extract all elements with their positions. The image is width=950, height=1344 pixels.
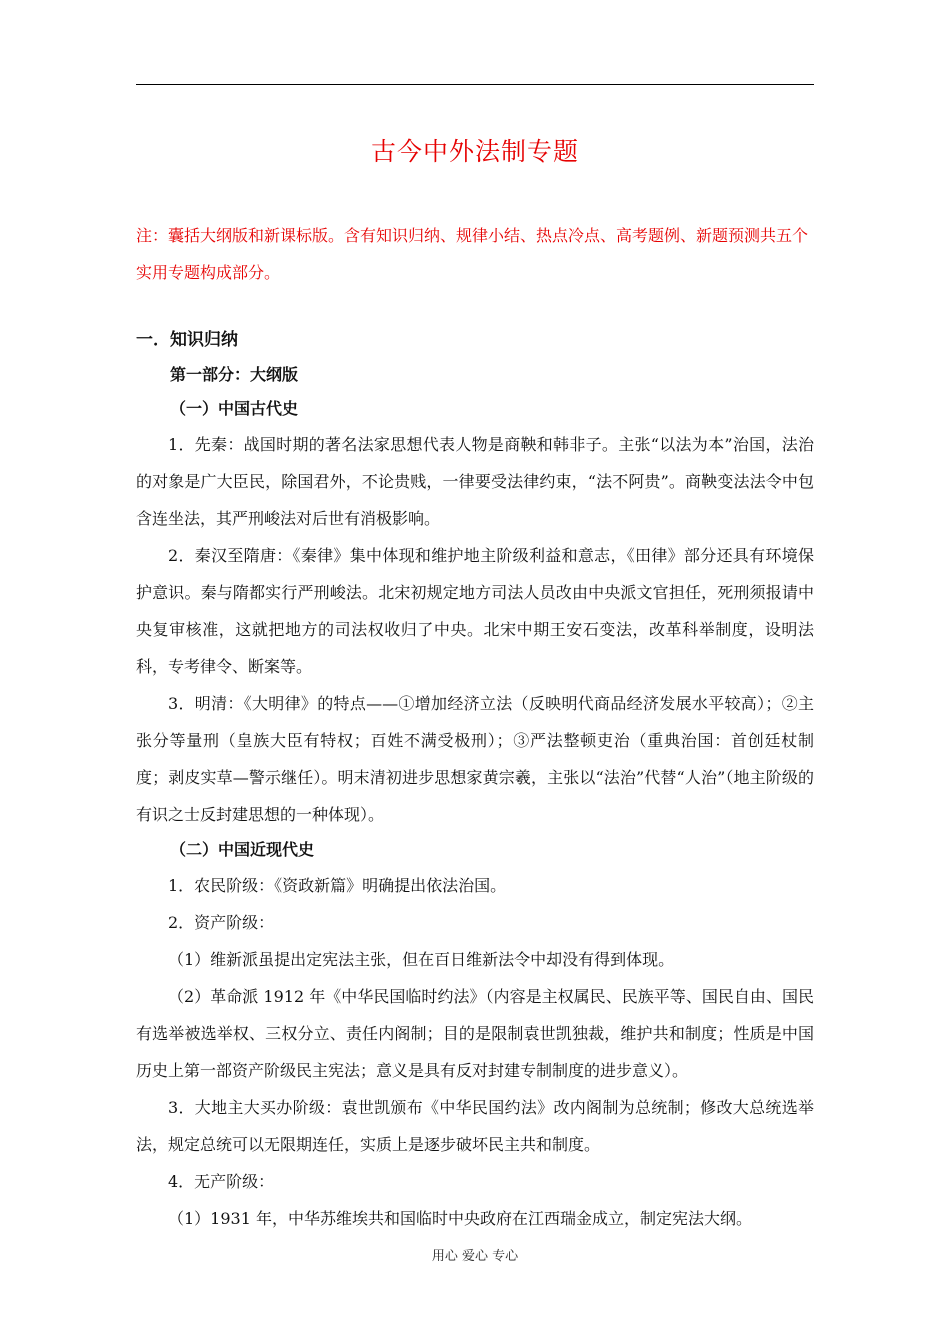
paragraph-1931-constitution: （1）1931 年，中华苏维埃共和国临时中央政府在江西瑞金成立，制定宪法大纲。: [168, 1209, 752, 1228]
document-body: [136, 322, 814, 1237]
subsection-heading-ancient-china: （一）中国古代史: [170, 399, 299, 418]
part-heading-syllabus: 第一部分：大纲版: [170, 365, 299, 384]
paragraph-ming-qing: 3．明清：《大明律》的特点——①增加经济立法（反映明代商品经济发展水平较高）；②主张分等量刑（皇族大臣有特权；百姓不满受极刑）；③严法整顿吏治（重典治国：首创廷杖制度；剥皮实草—警示继任）。明末清初进步思想家黄宗羲，主张以“法治”代替“人治”（地主阶级的有识之士反封建思想的一种体现）。: [136, 694, 814, 824]
paragraph-bourgeoisie: 2．资产阶级：: [168, 913, 275, 932]
paragraph-pre-qin: 1．先秦：战国时期的著名法家思想代表人物是商鞅和韩非子。主张“以法为本”治国，法治的对象是广大臣民，除国君外，不论贵贱，一律要受法律约束，“法不阿贵”。商鞅变法法令中包含连坐法，其严刑峻法对后世有消极影响。: [136, 435, 814, 528]
paragraph-qin-han-sui-tang: 2．秦汉至隋唐：《秦律》集中体现和维护地主阶级利益和意志，《田律》部分还具有环境保护意识。秦与隋都实行严刑峻法。北宋初规定地方司法人员改由中央派文官担任，死刑须报请中央复审核准，这就把地方的司法权收归了中央。北宋中期王安石变法，改革科举制度，设明法科，专考律令、断案等。: [136, 546, 814, 676]
document-title: 古今中外法制专题: [370, 137, 579, 166]
header-rule: [136, 84, 814, 85]
document-note: 注：囊括大纲版和新课标版。含有知识归纳、规律小结、热点冷点、高考题例、新题预测共五个实用专题构成部分。: [136, 226, 809, 282]
subsection-heading-modern-china: （二）中国近现代史: [170, 840, 315, 859]
paragraph-reformists: （1）维新派虽提出定宪法主张，但在百日维新法令中却没有得到体现。: [168, 950, 675, 969]
paragraph-peasant-class: 1．农民阶级：《资政新篇》明确提出依法治国。: [168, 876, 507, 895]
section-heading-knowledge: 一．知识归纳: [136, 330, 238, 350]
paragraph-revolutionaries: （2）革命派 1912 年《中华民国临时约法》（内容是主权属民、民族平等、国民自由、国民有选举被选举权、三权分立、责任内阁制；目的是限制袁世凯独裁，维护共和制度；性质是中国历史上第一部资产阶级民主宪法；意义是具有反对封建专制制度的进步意义）。: [136, 987, 814, 1080]
paragraph-landlord-comprador: 3．大地主大买办阶级：袁世凯颁布《中华民国约法》改内阁制为总统制；修改大总统选举法，规定总统可以无限期连任，实质上是逐步破坏民主共和制度。: [136, 1098, 814, 1154]
page-footer: 用心 爱心 专心: [431, 1249, 519, 1264]
paragraph-proletariat: 4．无产阶级：: [168, 1172, 275, 1191]
